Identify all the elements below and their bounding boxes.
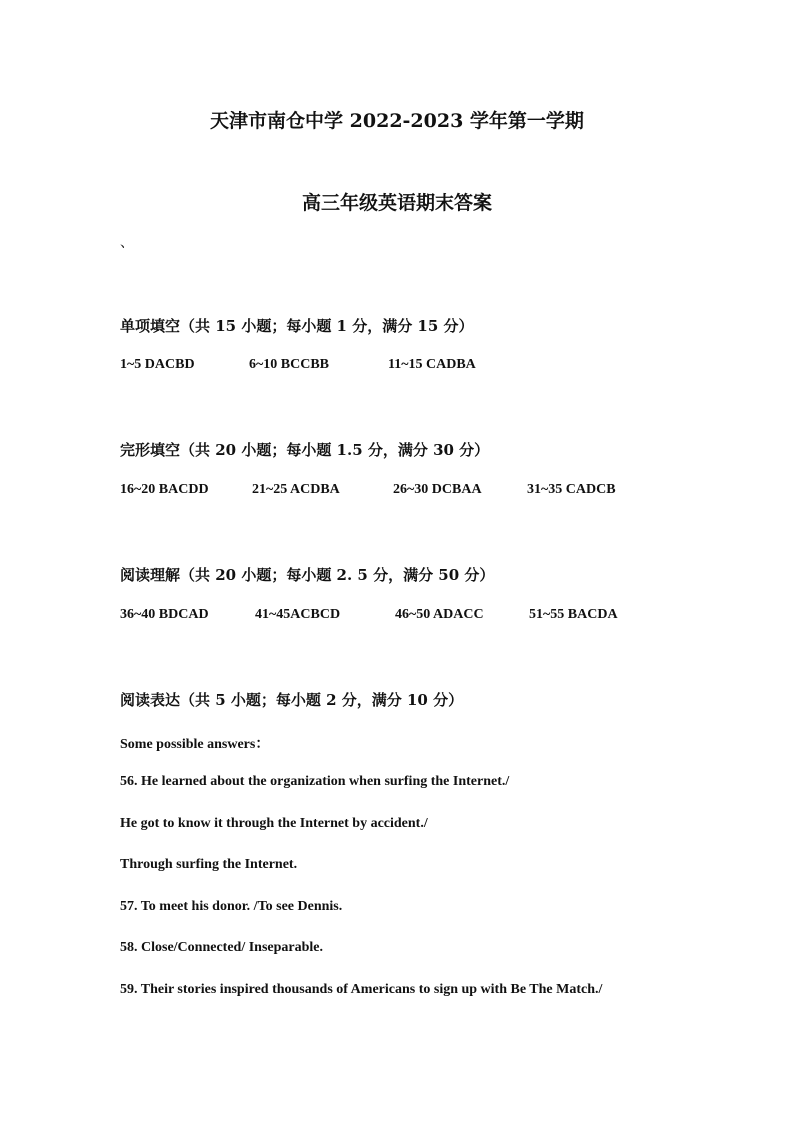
- answer-line: 58. Close/Connected/ Inseparable.: [120, 940, 323, 955]
- answer-group: 11~15 CADBA: [388, 357, 476, 372]
- answer-group: 41~45ACBCD: [255, 607, 341, 622]
- answer-row-single-choice: [120, 357, 720, 377]
- answer-group: 6~10 BCCBB: [249, 357, 330, 372]
- answer-line: 59. Their stories inspired thousands of Americans to sign up with Be The Match./: [120, 982, 603, 997]
- section-heading-reading: 阅读理解（共 20 小题；每小题 2. 5 分，满分 50 分）: [120, 566, 495, 584]
- answer-group: 51~55 BACDA: [529, 607, 618, 622]
- answer-line: 57. To meet his donor. /To see Dennis.: [120, 899, 343, 914]
- answer-line: Some possible answers：: [120, 737, 270, 752]
- answer-line: Through surfing the Internet.: [120, 857, 298, 872]
- answer-row-cloze: [120, 482, 720, 502]
- section-heading-cloze: 完形填空（共 20 小题；每小题 1.5 分，满分 30 分）: [120, 441, 490, 459]
- answer-group: 1~5 DACBD: [120, 357, 195, 372]
- answer-row-reading: [120, 607, 720, 627]
- answer-group: 21~25 ACDBA: [252, 482, 340, 497]
- answer-line: He got to know it through the Internet by accident./: [120, 816, 428, 831]
- document-title: 天津市南仓中学 2022-2023 学年第一学期: [210, 110, 584, 132]
- answer-group: 31~35 CADCB: [527, 482, 616, 497]
- answer-group: 36~40 BDCAD: [120, 607, 209, 622]
- section-heading-single-choice: 单项填空（共 15 小题；每小题 1 分，满分 15 分）: [120, 317, 474, 335]
- answer-group: 26~30 DCBAA: [393, 482, 482, 497]
- answer-group: 16~20 BACDD: [120, 482, 209, 497]
- section-heading-reading-expression: 阅读表达（共 5 小题；每小题 2 分，满分 10 分）: [120, 691, 464, 709]
- answer-line: 56. He learned about the organization when surfing the Internet./: [120, 774, 510, 789]
- answer-group: 46~50 ADACC: [395, 607, 484, 622]
- stray-mark: 、: [120, 235, 134, 251]
- document-subtitle: 高三年级英语期末答案: [301, 192, 492, 214]
